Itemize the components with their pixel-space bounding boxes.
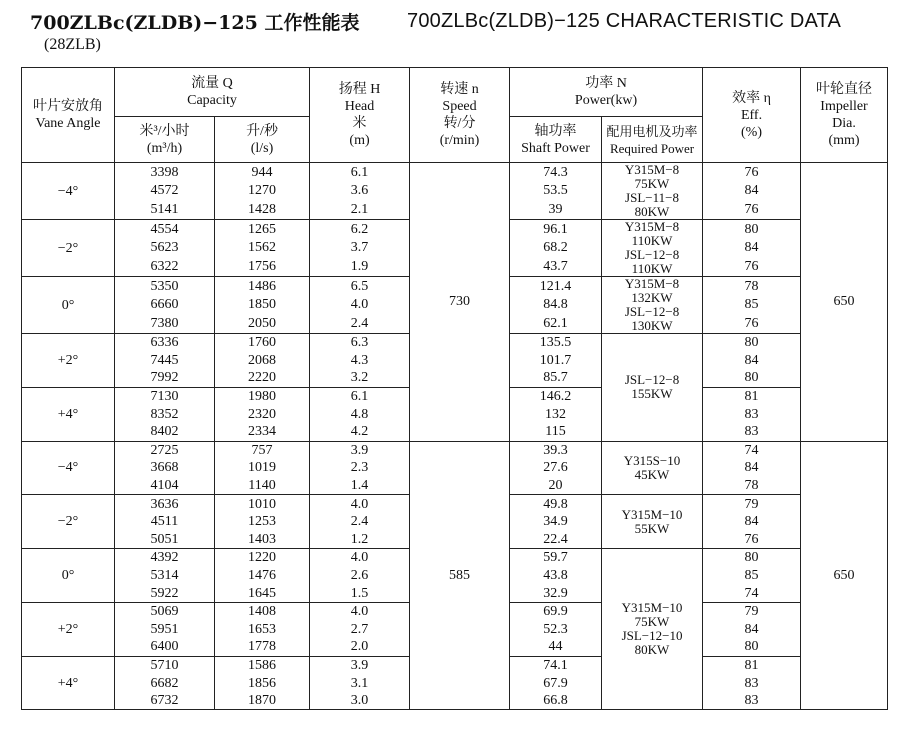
head-cell: 3.1 (310, 674, 410, 692)
capacity-ls-cell: 1220 (215, 549, 310, 567)
capacity-m3h-cell: 5350 (115, 277, 215, 296)
capacity-ls-cell: 1403 (215, 531, 310, 549)
motor-spec-line: 130KW (631, 318, 673, 333)
capacity-ls-cell: 1778 (215, 638, 310, 656)
capacity-ls-cell: 1586 (215, 656, 310, 674)
capacity-ls-cell: 1850 (215, 296, 310, 315)
efficiency-cell: 76 (703, 257, 801, 276)
subtitle-model: (28ZLB) (44, 36, 101, 53)
capacity-m3h-cell: 5922 (115, 584, 215, 602)
efficiency-cell: 80 (703, 549, 801, 567)
capacity-m3h-cell: 8352 (115, 405, 215, 423)
capacity-ls-cell: 2220 (215, 369, 310, 387)
head-cell: 6.5 (310, 277, 410, 296)
efficiency-cell: 74 (703, 441, 801, 459)
head-cell: 2.7 (310, 621, 410, 639)
efficiency-cell: 83 (703, 405, 801, 423)
efficiency-cell: 80 (703, 334, 801, 352)
head-cell: 2.4 (310, 513, 410, 531)
header-power: 功率 N Power(kw) (510, 68, 703, 117)
shaft-power-cell: 62.1 (510, 314, 602, 333)
capacity-m3h-cell: 5069 (115, 602, 215, 620)
vane-angle-cell: +2° (22, 334, 115, 388)
motor-spec-line: JSL−12−8 (624, 304, 680, 319)
motor-spec-line: JSL−12−8 (624, 247, 680, 262)
motor-spec-line: JSL−11−8 (625, 190, 679, 205)
header-required-power: 配用电机及功率 Required Power (602, 117, 703, 163)
required-power-cell (602, 549, 703, 710)
capacity-ls-cell: 1270 (215, 182, 310, 201)
capacity-m3h-cell: 6682 (115, 674, 215, 692)
shaft-power-cell: 85.7 (510, 369, 602, 387)
capacity-m3h-cell: 5051 (115, 531, 215, 549)
header-vane-angle: 叶片安放角 Vane Angle (22, 68, 115, 163)
efficiency-cell: 84 (703, 459, 801, 477)
efficiency-cell: 81 (703, 387, 801, 405)
capacity-ls-cell: 1980 (215, 387, 310, 405)
shaft-power-cell: 39 (510, 200, 602, 219)
motor-spec-line: Y315S−10 (623, 452, 681, 468)
efficiency-cell: 78 (703, 277, 801, 296)
shaft-power-cell: 101.7 (510, 352, 602, 370)
motor-spec-line: 80KW (634, 204, 670, 219)
shaft-power-cell: 84.8 (510, 296, 602, 315)
head-cell: 2.0 (310, 638, 410, 656)
shaft-power-cell: 59.7 (510, 549, 602, 567)
shaft-power-cell: 34.9 (510, 513, 602, 531)
capacity-m3h-cell: 6400 (115, 638, 215, 656)
title-chinese: 700ZLBc(ZLDB)−125 工作性能表 (30, 12, 360, 34)
head-cell: 1.4 (310, 477, 410, 495)
efficiency-cell: 84 (703, 239, 801, 258)
efficiency-cell: 84 (703, 621, 801, 639)
capacity-ls-cell: 1562 (215, 239, 310, 258)
capacity-ls-cell: 2068 (215, 352, 310, 370)
efficiency-cell: 79 (703, 495, 801, 513)
header-speed: 转速 n Speed 转/分 (r/min) (410, 68, 510, 163)
impeller-dia-cell: 650 (801, 441, 888, 710)
shaft-power-cell: 39.3 (510, 441, 602, 459)
capacity-m3h-cell: 6336 (115, 334, 215, 352)
capacity-m3h-cell: 4392 (115, 549, 215, 567)
required-power-cell (602, 277, 703, 334)
capacity-m3h-cell: 4511 (115, 513, 215, 531)
header-head: 扬程 H Head 米 (m) (310, 68, 410, 163)
vane-angle-cell: +4° (22, 387, 115, 441)
efficiency-cell: 85 (703, 567, 801, 585)
motor-spec-line: JSL−12−10 (621, 628, 683, 644)
head-cell: 4.0 (310, 549, 410, 567)
head-cell: 6.3 (310, 334, 410, 352)
motor-spec-line: Y315M−10 (621, 506, 683, 522)
capacity-ls-cell: 1428 (215, 200, 310, 219)
motor-spec-line: Y315M−10 (621, 600, 683, 616)
shaft-power-cell: 69.9 (510, 602, 602, 620)
vane-angle-cell: −4° (22, 441, 115, 495)
vane-angle-cell: +4° (22, 656, 115, 710)
capacity-m3h-cell: 7130 (115, 387, 215, 405)
capacity-ls-cell: 1253 (215, 513, 310, 531)
capacity-m3h-cell: 7992 (115, 369, 215, 387)
required-power-cell (602, 334, 703, 442)
head-cell: 2.4 (310, 314, 410, 333)
capacity-ls-cell: 2334 (215, 423, 310, 441)
capacity-ls-cell: 1645 (215, 584, 310, 602)
vane-angle-cell: −4° (22, 163, 115, 220)
motor-spec-line: 45KW (634, 466, 670, 482)
efficiency-cell: 80 (703, 638, 801, 656)
capacity-m3h-cell: 5710 (115, 656, 215, 674)
efficiency-cell: 84 (703, 513, 801, 531)
header-capacity: 流量 Q Capacity (115, 68, 310, 117)
capacity-ls-cell: 2320 (215, 405, 310, 423)
characteristic-data-table (21, 67, 888, 710)
capacity-m3h-cell: 5623 (115, 239, 215, 258)
head-cell: 6.1 (310, 387, 410, 405)
efficiency-cell: 78 (703, 477, 801, 495)
impeller-dia-cell: 650 (801, 163, 888, 442)
efficiency-cell: 79 (703, 602, 801, 620)
head-cell: 4.3 (310, 352, 410, 370)
header-capacity-ls: 升/秒 (l/s) (215, 117, 310, 163)
capacity-m3h-cell: 5141 (115, 200, 215, 219)
head-cell: 3.0 (310, 692, 410, 710)
required-power-cell (602, 441, 703, 495)
shaft-power-cell: 135.5 (510, 334, 602, 352)
header-shaft-power: 轴功率 Shaft Power (510, 117, 602, 163)
table-row (22, 163, 888, 182)
shaft-power-cell: 53.5 (510, 182, 602, 201)
efficiency-cell: 83 (703, 674, 801, 692)
efficiency-cell: 76 (703, 200, 801, 219)
shaft-power-cell: 44 (510, 638, 602, 656)
motor-spec-line: 155KW (631, 386, 673, 402)
head-cell: 3.9 (310, 656, 410, 674)
capacity-m3h-cell: 8402 (115, 423, 215, 441)
capacity-ls-cell: 1265 (215, 220, 310, 239)
shaft-power-cell: 20 (510, 477, 602, 495)
header-efficiency: 效率 η Eff. (%) (703, 68, 801, 163)
motor-spec-line: 80KW (634, 642, 670, 658)
capacity-m3h-cell: 3636 (115, 495, 215, 513)
header-capacity-m3h: 米³/小时 (m³/h) (115, 117, 215, 163)
capacity-ls-cell: 1856 (215, 674, 310, 692)
motor-spec-line: Y315M−8 (624, 162, 680, 177)
capacity-m3h-cell: 5951 (115, 621, 215, 639)
head-cell: 4.0 (310, 602, 410, 620)
shaft-power-cell: 52.3 (510, 621, 602, 639)
head-cell: 1.5 (310, 584, 410, 602)
capacity-ls-cell: 1756 (215, 257, 310, 276)
shaft-power-cell: 27.6 (510, 459, 602, 477)
shaft-power-cell: 49.8 (510, 495, 602, 513)
motor-spec-line: 132KW (631, 290, 673, 305)
shaft-power-cell: 146.2 (510, 387, 602, 405)
shaft-power-cell: 74.1 (510, 656, 602, 674)
motor-spec-line: 55KW (634, 520, 670, 536)
speed-cell: 585 (410, 441, 510, 710)
motor-spec-line: Y315M−8 (624, 276, 680, 291)
required-power-cell (602, 495, 703, 549)
shaft-power-cell: 74.3 (510, 163, 602, 182)
capacity-m3h-cell: 7445 (115, 352, 215, 370)
capacity-ls-cell: 1870 (215, 692, 310, 710)
capacity-m3h-cell: 2725 (115, 441, 215, 459)
efficiency-cell: 76 (703, 531, 801, 549)
efficiency-cell: 83 (703, 692, 801, 710)
table-body (22, 163, 888, 710)
head-cell: 3.2 (310, 369, 410, 387)
capacity-ls-cell: 944 (215, 163, 310, 182)
shaft-power-cell: 121.4 (510, 277, 602, 296)
efficiency-cell: 84 (703, 182, 801, 201)
capacity-ls-cell: 1476 (215, 567, 310, 585)
head-cell: 4.0 (310, 296, 410, 315)
head-cell: 4.8 (310, 405, 410, 423)
vane-angle-cell: 0° (22, 549, 115, 603)
table-row (22, 441, 888, 459)
title-english: 700ZLBc(ZLDB)−125 CHARACTERISTIC DATA (407, 10, 841, 32)
vane-angle-cell: +2° (22, 602, 115, 656)
efficiency-cell: 76 (703, 163, 801, 182)
shaft-power-cell: 22.4 (510, 531, 602, 549)
head-cell: 2.1 (310, 200, 410, 219)
head-cell: 3.7 (310, 239, 410, 258)
efficiency-cell: 80 (703, 369, 801, 387)
head-cell: 3.6 (310, 182, 410, 201)
head-cell: 4.0 (310, 495, 410, 513)
capacity-m3h-cell: 6732 (115, 692, 215, 710)
speed-cell: 730 (410, 163, 510, 442)
head-cell: 1.9 (310, 257, 410, 276)
efficiency-cell: 76 (703, 314, 801, 333)
capacity-m3h-cell: 5314 (115, 567, 215, 585)
efficiency-cell: 80 (703, 220, 801, 239)
efficiency-cell: 84 (703, 352, 801, 370)
capacity-m3h-cell: 4104 (115, 477, 215, 495)
vane-angle-cell: −2° (22, 220, 115, 277)
shaft-power-cell: 66.8 (510, 692, 602, 710)
capacity-m3h-cell: 6660 (115, 296, 215, 315)
head-cell: 3.9 (310, 441, 410, 459)
head-cell: 2.6 (310, 567, 410, 585)
capacity-ls-cell: 1140 (215, 477, 310, 495)
capacity-m3h-cell: 3398 (115, 163, 215, 182)
required-power-cell (602, 163, 703, 220)
shaft-power-cell: 96.1 (510, 220, 602, 239)
motor-spec-line: 110KW (631, 261, 673, 276)
required-power-cell (602, 220, 703, 277)
shaft-power-cell: 43.8 (510, 567, 602, 585)
head-cell: 4.2 (310, 423, 410, 441)
shaft-power-cell: 43.7 (510, 257, 602, 276)
motor-spec-line: Y315M−8 (624, 219, 680, 234)
shaft-power-cell: 132 (510, 405, 602, 423)
capacity-ls-cell: 1019 (215, 459, 310, 477)
head-cell: 6.2 (310, 220, 410, 239)
capacity-ls-cell: 2050 (215, 314, 310, 333)
capacity-ls-cell: 1486 (215, 277, 310, 296)
capacity-m3h-cell: 7380 (115, 314, 215, 333)
efficiency-cell: 81 (703, 656, 801, 674)
shaft-power-cell: 67.9 (510, 674, 602, 692)
header-impeller-dia: 叶轮直径 Impeller Dia. (mm) (801, 68, 888, 163)
capacity-ls-cell: 757 (215, 441, 310, 459)
head-cell: 1.2 (310, 531, 410, 549)
vane-angle-cell: −2° (22, 495, 115, 549)
capacity-m3h-cell: 4572 (115, 182, 215, 201)
shaft-power-cell: 68.2 (510, 239, 602, 258)
shaft-power-cell: 115 (510, 423, 602, 441)
capacity-ls-cell: 1653 (215, 621, 310, 639)
capacity-m3h-cell: 3668 (115, 459, 215, 477)
motor-spec-line: 75KW (634, 176, 670, 191)
capacity-ls-cell: 1760 (215, 334, 310, 352)
motor-spec-line: 110KW (631, 233, 673, 248)
capacity-ls-cell: 1010 (215, 495, 310, 513)
efficiency-cell: 85 (703, 296, 801, 315)
head-cell: 2.3 (310, 459, 410, 477)
head-cell: 6.1 (310, 163, 410, 182)
efficiency-cell: 74 (703, 584, 801, 602)
motor-spec-line: JSL−12−8 (624, 372, 680, 388)
vane-angle-cell: 0° (22, 277, 115, 334)
capacity-ls-cell: 1408 (215, 602, 310, 620)
shaft-power-cell: 32.9 (510, 584, 602, 602)
motor-spec-line: 75KW (634, 614, 670, 630)
capacity-m3h-cell: 4554 (115, 220, 215, 239)
efficiency-cell: 83 (703, 423, 801, 441)
capacity-m3h-cell: 6322 (115, 257, 215, 276)
